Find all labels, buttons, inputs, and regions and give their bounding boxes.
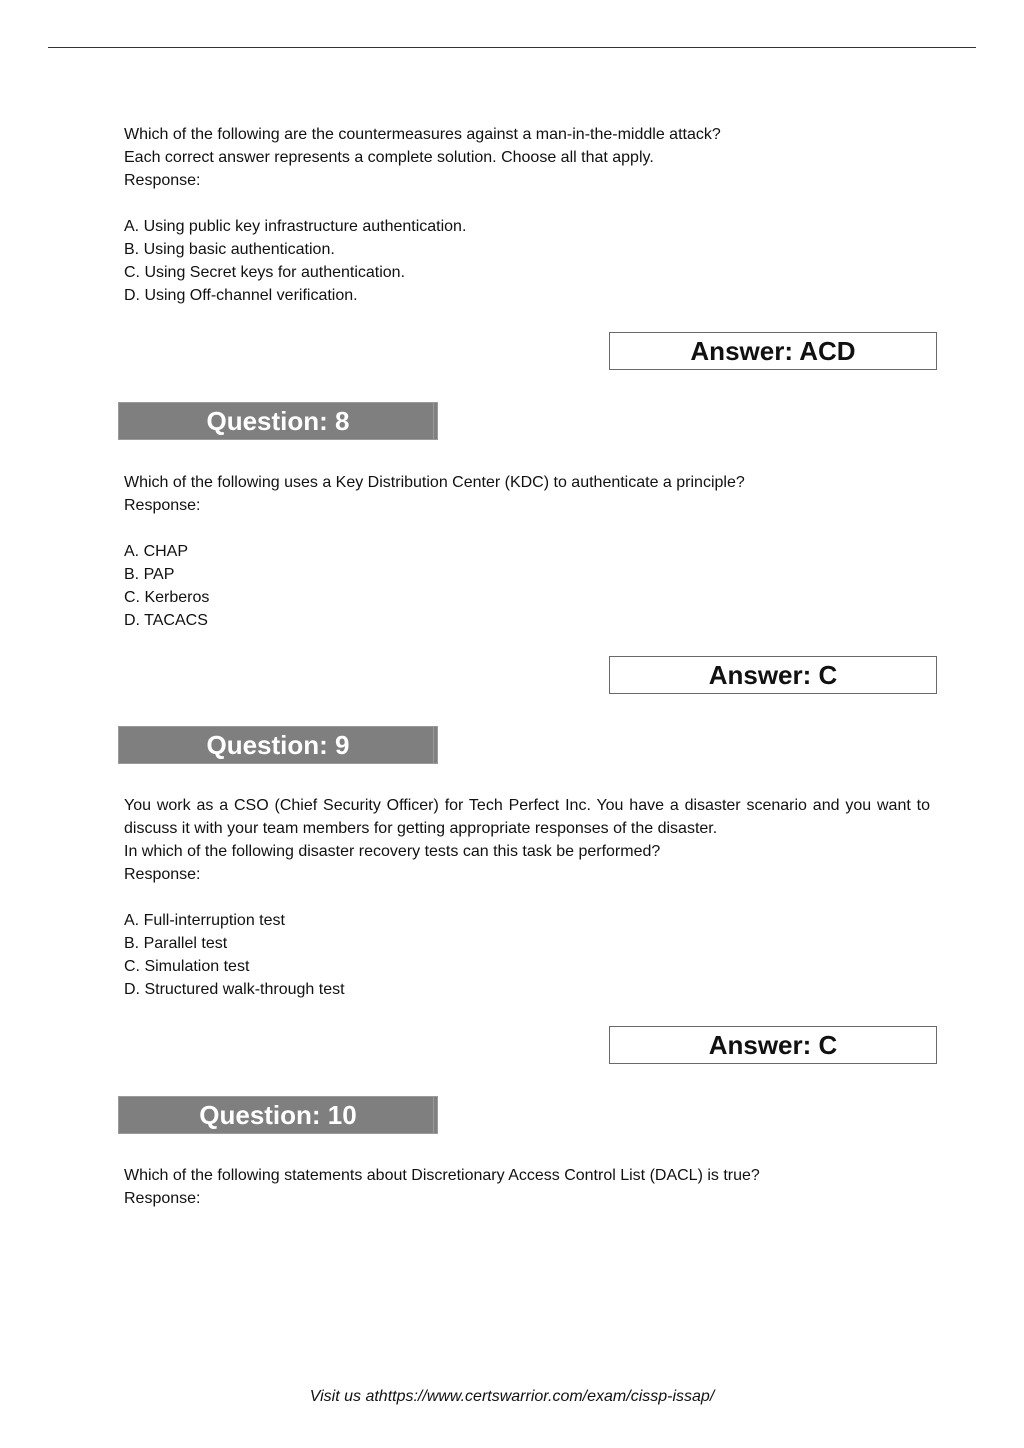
option-c: C. Simulation test (124, 958, 250, 975)
option-d: D. Using Off-channel verification. (124, 287, 358, 304)
answer-box-q8: Answer: C (609, 656, 937, 694)
question-10-body (124, 1164, 930, 1210)
option-b: B. PAP (124, 566, 175, 583)
option-d: D. TACACS (124, 612, 208, 629)
question-text: Which of the following are the countermeasures against a man-in-the-middle attack? (124, 126, 721, 143)
option-d: D. Structured walk-through test (124, 981, 345, 998)
question-7-body (124, 123, 930, 307)
response-label: Response: (124, 866, 201, 883)
header-rule (48, 47, 976, 48)
question-8-body (124, 471, 930, 632)
response-label: Response: (124, 172, 201, 189)
question-10-header: Question: 10 (118, 1096, 438, 1134)
question-text: Which of the following statements about Discretionary Access Control List (DACL) is true? (124, 1167, 760, 1184)
option-a: A. CHAP (124, 543, 189, 560)
question-9-body (124, 794, 930, 1001)
answer-box-q7: Answer: ACD (609, 332, 937, 370)
option-c: C. Using Secret keys for authentication. (124, 264, 406, 281)
question-8-header: Question: 8 (118, 402, 438, 440)
answer-box-q9: Answer: C (609, 1026, 937, 1064)
response-label: Response: (124, 497, 201, 514)
option-c: C. Kerberos (124, 589, 210, 606)
question-scenario: You work as a CSO (Chief Security Officer) for Tech Perfect Inc. You have a disaster scenario and you want to discuss it with your team members for getting appropriate responses of the disaster. (124, 797, 930, 837)
footer-link-text: Visit us athttps://www.certswarrior.com/exam/cissp-issap/ (309, 1388, 715, 1405)
response-label: Response: (124, 1190, 201, 1207)
question-text: In which of the following disaster recovery tests can this task be performed? (124, 843, 661, 860)
option-b: B. Parallel test (124, 935, 228, 952)
option-b: B. Using basic authentication. (124, 241, 335, 258)
option-a: A. Full-interruption test (124, 912, 285, 929)
option-a: A. Using public key infrastructure authentication. (124, 218, 467, 235)
question-instruction: Each correct answer represents a complete solution. Choose all that apply. (124, 149, 654, 166)
question-text: Which of the following uses a Key Distribution Center (KDC) to authenticate a principle? (124, 474, 745, 491)
question-9-header: Question: 9 (118, 726, 438, 764)
